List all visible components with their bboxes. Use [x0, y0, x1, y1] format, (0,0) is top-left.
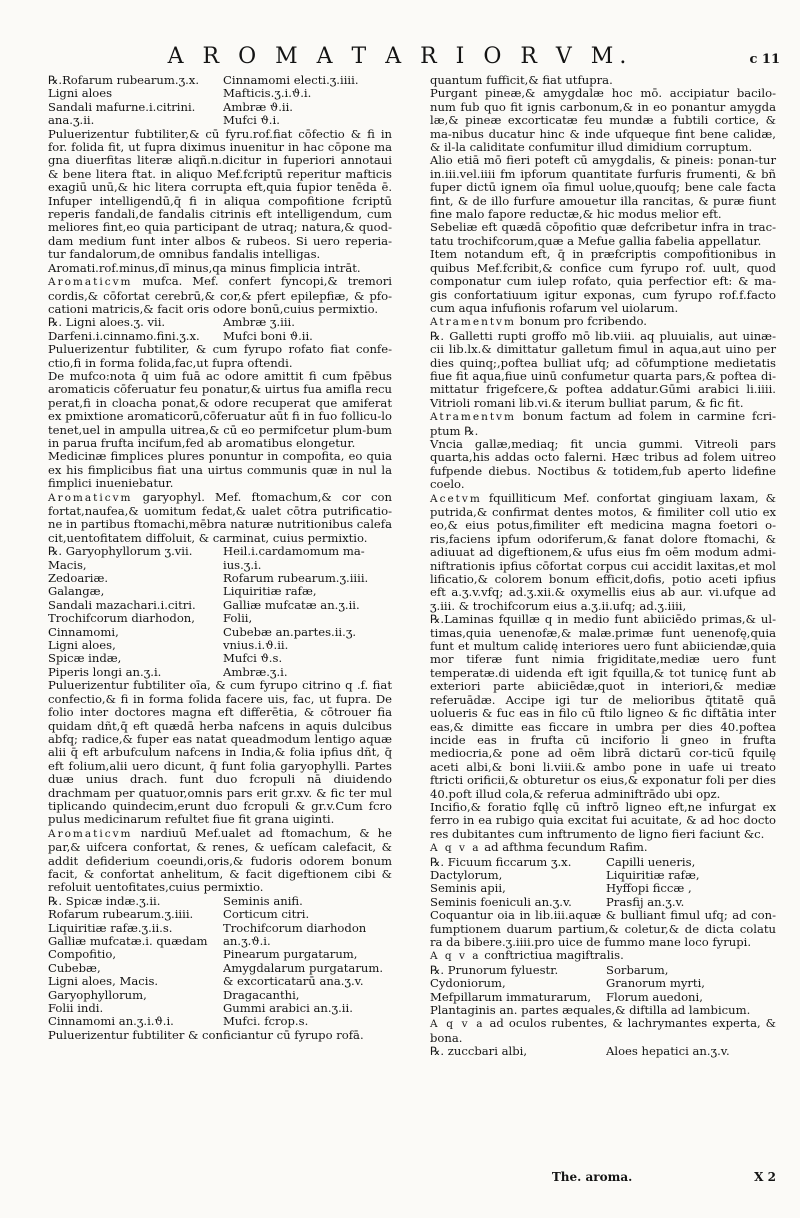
list-item: Compofitio,	[48, 948, 117, 962]
list-item: Trochifcorum diarhodon	[223, 921, 367, 935]
list-item: Galangæ,	[48, 585, 105, 599]
list-item: Cinnamomi,	[48, 625, 119, 639]
list-item: Trochifcorum diarhodon,	[48, 612, 195, 626]
paragraph-text: ad afthma fecundum Rafim.	[484, 840, 648, 855]
paragraph-text: nardiuū Mef.ualet ad ftomachum, & he par,& uifcera confortat, & renes, & uefícam calefacit, & addit defiderium coeundi,oris,& fudoris odorem bonum facit, & confortat anhelitum, & facit digeftionem cibi & refoluit uentofitates,cuius permixtio.	[48, 825, 392, 895]
list-item: Corticum citri.	[223, 908, 310, 922]
list-item: & excorticatarū ana.ʒ.v.	[223, 975, 364, 989]
signature-mark: X 2	[754, 1170, 776, 1184]
list-item: Folii,	[223, 612, 253, 626]
paragraph: Puluerizentur fubtiliter oīa, & cum fyrupo citrino q .f. fiat confectio,& fi in forma folida facere uis, fac, ut fupra. De folio inter doctores magna eft differētia, & cōtrouer fia quidam dñt,q̄ eft quædā herba nafcens in aquis dulcibus abfq; radice,& fuper eas natat queadmodum lentigo aquæ alii q̄ eft arbufculum nafcens in India,& folia ipfius dñt, q̄ eft folium,alii uero dicunt, q̄ funt folia garyophylli. Partes duæ unius drach. funt duo fcropuli nā diuidendo drachmam per quatuor,omnis pars erit gr.xv. & fic ter mul tiplicando quindecim,erunt duo fcropuli & gr.v.Cum fcro pulus medicinarum refultet fiue fit grana uiginti.	[48, 678, 392, 827]
paragraph: Puluerizentur fubtiliter,& cū fyru.rof.fiat cōfectio & fi in for. folida fit, ut fupra diximus inuenitur in hac cōpone ma gna diuerfitas literæ aliqñ.n.dicitur in fuperiori annotaui & bene litera ftat. in aliquo Mef.fcriptū reperitur mafticis exagiū unū,& hic litera corrupta eft,quia fupior tenēda ē. Infuper intelligendū,q̄ fi in aliqua compofitione fcriptū reperis fandali,de fandalis citrinis eft intelligendum, cum meliores fint,eo quia participant de utraq; natura,& quod-dam medium funt inter albos & rubeos. Si uero reperia-tur fandalorum,de omnibus fandalis intelligas.	[48, 126, 392, 262]
paragraph	[430, 315, 776, 329]
ingredient-list	[48, 895, 392, 1029]
list-item: Cubebæ,	[48, 961, 101, 975]
paragraph	[48, 275, 392, 316]
list-item: Dactylorum,	[430, 868, 503, 882]
page-footer	[430, 1170, 776, 1184]
paragraph: Puluerizentur fubtiliter, & cum fyrupo rofato fiat confe-ctio,fi in forma folida,fac,ut fupra oftendi.	[48, 342, 392, 370]
paragraph: Sebeliæ eft quædā cōpofitio quæ defcribetur infra in trac-tatu trochifcorum,quæ a Mefue gallia fabelia appellatur.	[430, 220, 776, 248]
list-item: Ligni aloes	[48, 87, 113, 101]
paragraph: quantum fufficit,& fiat utfupra.	[430, 73, 613, 87]
folio-number: c 11	[749, 52, 780, 67]
list-item: ana.ʒ.ii.	[48, 114, 95, 128]
list-item: an.ʒ.ϑ.i.	[223, 935, 271, 948]
list-item: Florum auedoni,	[606, 990, 703, 1004]
section-heading: Acetvm	[430, 492, 482, 505]
list-item: Sandali mazachari.i.citri.	[48, 598, 196, 612]
list-item: Cinnamomi an.ʒ.i.ϑ.i.	[48, 1015, 174, 1029]
ingredient-list	[48, 316, 392, 343]
list-item: Ligni aloes, Macis.	[48, 975, 159, 989]
list-item: Liquiritiæ rafæ.ʒ.ii.s.	[48, 921, 173, 935]
paragraph	[48, 491, 392, 546]
list-item: Mafticis.ʒ.i.ϑ.i.	[223, 87, 312, 101]
list-item: Aloes hepatici an.ʒ.v.	[606, 1045, 730, 1059]
paragraph	[430, 492, 776, 614]
paragraph: Vncia gallæ,mediaq; fit uncia gummi. Vitreoli pars quarta,his addas octo falerni. Hæc tribus ad folem uitreo fufpende diebus. Noctibus & totidem,fub aperto lidefine coelo.	[430, 436, 776, 492]
list-item: Galliæ mufcatæ.i. quædam	[48, 935, 208, 948]
list-item: Sandali mafurne.i.citrini.	[48, 100, 196, 114]
list-item: Darfeni.i.cinnamo.fini.ʒ.x.	[48, 329, 200, 343]
list-item: Ambræ ʒ.iii.	[223, 316, 295, 330]
paragraph: Alio etiā mō fieri poteft cū amygdalis, & pineis: ponan-tur in.iii.vel.iiii fm ipforum quantitate furfuris frumenti, & bñ fuper dictū ignem oīa fimul uolue,quoufq; bene cale facta fint, & de illo furfure amouetur illa rancitas, & puræ fiunt fine malo fapore reductæ,& hic modus melior eft.	[430, 153, 776, 222]
list-item: ℞. zuccbari albi,	[430, 1045, 528, 1059]
paragraph: ℞.Laminas fquillæ q in medio funt abiiciēdo primas,& ul-timas,quia uenenofæ,& malæ.primæ funt uenenofę,quia funt et multum calidę interiores uero funt abiiciendæ,quia mor tiferæ funt nimia frigiditate,mediæ uero funt temperatæ.di uidenda eft igit fquilla,& tot tunicę funt ab exteriori parte abiiciēdæ,quot in interiori,& mediæ referuādæ. Accipe igi tur de melioribus q̄titatē quā uolueris & fuc eas in filo cū ftilo ligneo & fic diftātia inter eas,& dimitte eas ficcare in umbra per dies 40.poftea incide eas in frufta cū inciforio li gneo in frufta mediocria,& pone ad oēm librā dictarū cor-ticū fquilę aceti albi,& boni li.viii.& ambo pone in uafe ui treato ftricti orificii,& obturetur os eius,& exponatur foli per dies 40.poft illud cola,& referua adminiftrādo ubi opz.	[430, 612, 776, 801]
list-item: Amygdalarum purgatarum.	[223, 961, 384, 975]
paragraph	[48, 827, 392, 895]
list-item: Rofarum rubearum.ʒ.iiii.	[48, 908, 194, 922]
left-column	[48, 74, 392, 1042]
list-item: Cinnamomi electi.ʒ.iiii.	[223, 74, 359, 87]
ingredient-list	[48, 74, 392, 128]
list-item: Mufci ϑ.i.	[223, 114, 280, 128]
paragraph: Incifio,& foratio fqllę cū inftrō ligneo eft,ne infurgat ex ferro in ea rubigo quia excitat fui acuitate, & ad hoc docto res dubitantes cum inftrumento de ligno fieri faciunt &c.	[430, 799, 776, 841]
list-item: Gummi arabici an.ʒ.ii.	[223, 1002, 353, 1016]
paragraph-text: ad oculos rubentes, & lachrymantes experta, & bona.	[430, 1016, 777, 1045]
list-item: ℞. Ligni aloes.ʒ. vii.	[48, 316, 166, 330]
list-item: Pinearum purgatarum,	[223, 948, 358, 962]
ingredient-list	[48, 545, 392, 679]
right-column	[430, 74, 776, 1059]
list-item: Liquiritiæ rafæ,	[223, 585, 317, 599]
section-heading: Aromaticvm	[48, 276, 133, 289]
paragraph-text: mufca. Mef. confert fyncopi,& tremori cordis,& cōfortat cerebrū,& cor,& pfert epilepfiæ, & pfo-cationi matricis,& facit oris odore bonū,cuius permixtio.	[48, 274, 393, 316]
list-item: Seminis anifi.	[223, 894, 303, 908]
list-item: vnius.i.ϑ.ii.	[223, 639, 289, 653]
list-item: Ambræ ϑ.ii.	[223, 100, 293, 114]
paragraph-text: fquilliticum Mef. confortat gingiuam laxam, & putrida,& confirmat dentes motos, & fimiliter coll utio ex eo,& eius potus,fimiliter eft medicina magna foetori o-ris,faciens ipfum odoriferum,& fanat dolore ftomachi, & adiuuat ad digeftionem,& ufus eius fm oēm modum admi-niftrationis ipfius cōfortat corpus cui accidit laxitas,et mol lificatio,& colorem bonum efficit,dofis, potio aceti ipfius eft a.ʒ.v.vfq; ad.ʒ.xii.& oxymellis eius ab aur. vi.ufque ad ʒ.iii. & trochifcorum eius a.ʒ.ii.ufq; ad.ʒ.iiii,	[430, 490, 776, 613]
list-item: ℞. Garyophyllorum ʒ.vii.	[48, 545, 193, 559]
paragraph-text: conftrictiua magiftralis.	[484, 948, 624, 963]
ingredient-list	[430, 856, 776, 910]
list-item: Mufci ϑ.s.	[223, 652, 283, 666]
paragraph	[430, 949, 776, 963]
list-item: Ambræ.ʒ.i.	[223, 665, 288, 679]
ingredient-list	[430, 1045, 776, 1058]
paragraph: ℞. Galletti rupti groffo mō lib.viii. aq pluuialis, aut uinæ-cii lib.lx.& dimittatur galletum fimul in aqua,aut uino per dies quinq;,poftea bulliat ufq; ad cōfumptione medietatis fiue fit aqua,fiue uinū confumetur quarta pars,& poftea di-mittatur frigefcere,& poftea addatur.Gūmi arabici li.iiii. Vitrioli romani lib.vi.& iterum bulliat parum, & fic fit.	[430, 328, 776, 410]
section-heading: A q v a	[430, 950, 481, 963]
paragraph-text: garyophyl. Mef. ftomachum,& cor con fortat,naufea,& uomitum fedat,& ualet cōtra putrificatio-ne in partibus ftomachi,mēbra naturæ nutritionibus calefa cit,uentofitatem diffoluit, & carminat, cuius permixtio.	[48, 489, 392, 545]
paragraph	[430, 1017, 776, 1045]
list-item: Seminis apii,	[430, 882, 506, 896]
paragraph: Coquantur oia in lib.iii.aquæ & bulliant fimul ufq; ad con-fumptionem duarum partium,& coletur,& de dicta colatu ra da bibere.ʒ.iiii.pro uice de fummo mane loco fyrupi.	[430, 908, 776, 949]
list-item: Mefpillarum immaturarum,	[430, 990, 592, 1004]
running-head: A R O M A T A R I O R V M.	[167, 44, 633, 69]
list-item: Piperis longi an.ʒ.i.	[48, 665, 162, 679]
list-item: Mufci boni ϑ.ii.	[223, 329, 313, 343]
list-item: Macis,	[48, 558, 87, 572]
list-item: Prasfij an.ʒ.v.	[606, 895, 685, 909]
paragraph: Medicinæ fimplices plures ponuntur in compofita, eo quia ex his fimplicibus fiat una uirtus communis quæ in nul la fimplici inueniebatur.	[48, 449, 392, 491]
list-item: ℞. Spicæ indæ.ʒ.ii.	[48, 894, 161, 908]
paragraph: Aromati.rof.minus,dī minus,qa minus fimplicia intrāt.	[48, 260, 361, 275]
paragraph-text: bonum pro fcribendo.	[519, 314, 647, 329]
list-item: Mufci. fcrop.s.	[223, 1015, 309, 1029]
list-item: Liquiritiæ rafæ,	[606, 868, 700, 882]
ingredient-list	[430, 964, 776, 1004]
list-item: Garyophyllorum,	[48, 988, 147, 1002]
section-heading: Atramentvm	[430, 316, 516, 329]
list-item: Cydoniorum,	[430, 977, 506, 991]
list-item: Dragacanthi,	[223, 988, 300, 1002]
list-item: Rofarum rubearum.ʒ.iiii.	[223, 572, 369, 586]
list-item: ℞.Rofarum rubearum.ʒ.x.	[48, 74, 200, 87]
list-item: Heil.i.cardamomum ma-	[223, 545, 365, 559]
catchword: The. aroma.	[551, 1170, 633, 1184]
section-heading: A q v a	[430, 1018, 485, 1031]
list-item: Hyffopi ficcæ ,	[606, 882, 692, 896]
list-item: Seminis foeniculi an.ʒ.v.	[430, 895, 572, 909]
paragraph	[430, 410, 776, 438]
paragraph-text: bonum factum ad folem in carmine fcri-ptum ℞.	[430, 409, 777, 438]
list-item: ius.ʒ.i.	[223, 558, 262, 572]
paragraph: Item notandum eft, q̄ in præfcriptis compofitionibus in quibus Mef.fcribit,& confice cum fyrupo rof. uult, quod componatur cum iulep rofato, quia perfectior eft: & ma-gis confortatiuum igitur exponas, cum fyrupo rof.f.facto cum aqua infufionis rofarum vel uiolarum.	[430, 247, 776, 315]
list-item: ℞. Prunorum fyluestr.	[430, 963, 559, 977]
list-item: Cubebæ an.partes.ii.ʒ.	[223, 625, 357, 639]
list-item: ℞. Ficuum ficcarum ʒ.x.	[430, 855, 572, 869]
list-item: Sorbarum,	[606, 963, 669, 977]
section-heading: A q v a	[430, 842, 481, 855]
list-item: Zedoariæ.	[48, 572, 109, 586]
paragraph: De mufco:nota q̄ uim fuā ac odore amittit fi cum fpēbus aromaticis cōferuatur feu ponatur,& uirtus fua amifla recu perat,fi in cloacha ponat,& odore recuperat que amiferat ex pmixtione aromaticorū,cōferuatur aūt fi in fuo follicu-lo tenet,uel in ampulla uitrea,& cū eo permifcetur plum-bum in parua frufta incifum,fed ab aromatibus elongetur.	[48, 368, 392, 450]
list-item: Folii indi.	[48, 1002, 104, 1016]
list-item: Galliæ mufcatæ an.ʒ.ii.	[223, 598, 360, 612]
paragraph: Puluerizentur fubtiliter & conficiantur cū fyrupo rofā.	[48, 1027, 364, 1042]
list-item: Capilli ueneris,	[606, 855, 696, 869]
section-heading: Atramentvm	[430, 411, 516, 424]
paragraph	[430, 841, 776, 855]
section-heading: Aromaticvm	[48, 491, 133, 504]
list-item: Spicæ indæ,	[48, 652, 122, 666]
list-item: Ligni aloes,	[48, 639, 116, 653]
paragraph: Purgant pineæ,& amygdalæ hoc mō. accipiatur bacilo-num fub quo fit ignis carbonum,& in eo ponantur amygda læ,& pineæ excorticatæ feu mundæ a fubtili cortice, & ma-nibus ducatur hinc & inde ufqueque fint bene calidæ, & il-la caliditate confumitur illud dimidium corruptum.	[430, 86, 776, 155]
list-item: Granorum myrti,	[606, 977, 705, 991]
section-heading: Aromaticvm	[48, 827, 133, 840]
paragraph: Plantaginis an. partes æquales,& diftilla ad lambicum.	[430, 1003, 751, 1018]
